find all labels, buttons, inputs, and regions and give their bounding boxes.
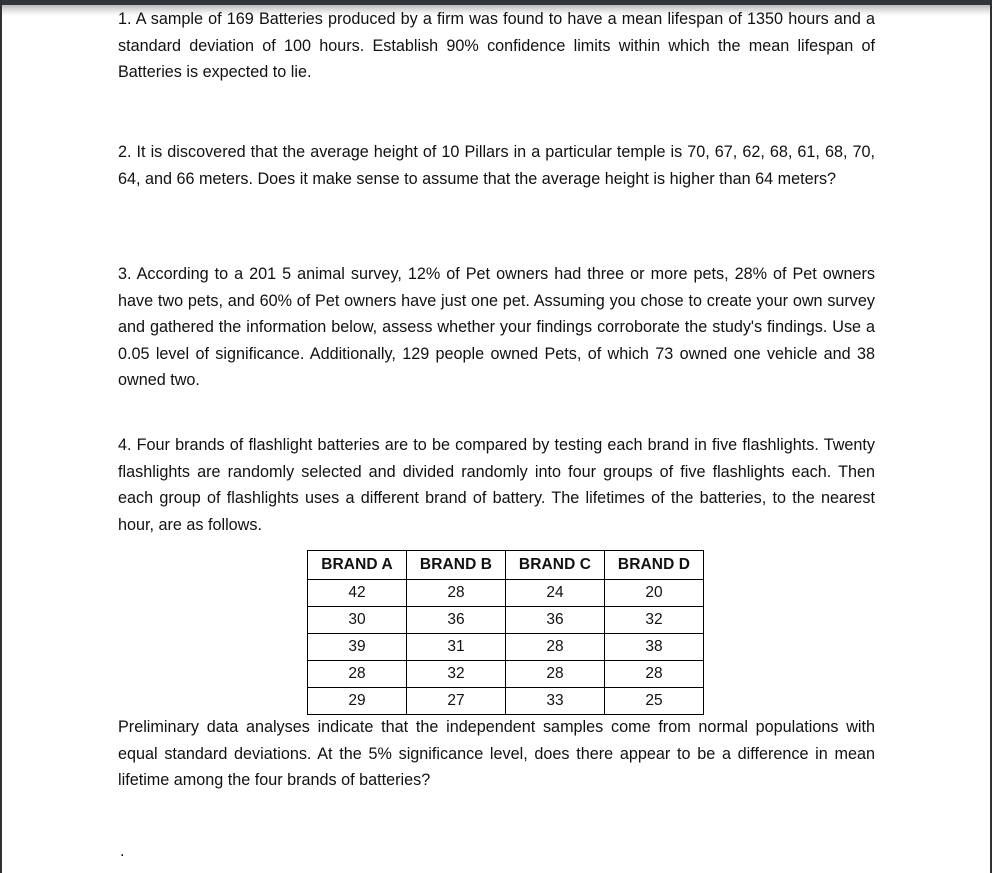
cell-brand-d: 28 (605, 661, 704, 688)
cell-brand-d: 20 (605, 580, 704, 607)
table-header-row (308, 551, 704, 580)
cell-brand-c: 24 (506, 580, 605, 607)
cell-brand-a: 29 (308, 688, 407, 715)
question-4-text: 4. Four brands of flashlight batteries are to be compared by testing each brand in five flashlights. Twenty flashlights are randomly selected and divided randomly into four groups of five flashlights each. Then each group of flashlights uses a different brand of battery. The lifetimes of the batteries, to the nearest hour, are as follows. (118, 436, 875, 534)
table-row (308, 688, 704, 715)
cell-brand-d: 25 (605, 688, 704, 715)
question-3-text: 3. According to a 201 5 animal survey, 12% of Pet owners had three or more pets, 28% of Pet owners have two pets, and 60% of Pet owners have just one pet. Assuming you chose to create your own survey and gathered the information below, assess whether your findings corroborate the study's findings. Use a 0.05 level of significance. Additionally, 129 people owned Pets, of which 73 owned one vehicle and 38 owned two. (118, 265, 875, 390)
table-row (308, 580, 704, 607)
trailing-period-mark: . (120, 842, 125, 860)
cell-brand-d: 38 (605, 634, 704, 661)
table-row (308, 661, 704, 688)
cell-brand-b: 31 (407, 634, 506, 661)
column-header-brand-b: BRAND B (407, 551, 506, 580)
column-header-brand-d: BRAND D (605, 551, 704, 580)
table-body (308, 580, 704, 715)
cell-brand-b: 36 (407, 607, 506, 634)
table-row (308, 634, 704, 661)
cell-brand-c: 28 (506, 634, 605, 661)
table-head (308, 551, 704, 580)
cell-brand-a: 28 (308, 661, 407, 688)
cell-brand-b: 28 (407, 580, 506, 607)
question-1-text: 1. A sample of 169 Batteries produced by a firm was found to have a mean lifespan of 1350 hours and a standard deviation of 100 hours. Establish 90% confidence limits within which the mean lifespan of Batteries is expected to lie. (118, 10, 875, 82)
question-2-text: 2. It is discovered that the average height of 10 Pillars in a particular temple is 70, 67, 62, 68, 61, 68, 70, 64, and 66 meters. Does it make sense to assume that the average height is higher than 64 meters? (118, 143, 875, 188)
cell-brand-c: 28 (506, 661, 605, 688)
battery-lifetimes-table (307, 550, 704, 715)
cell-brand-b: 32 (407, 661, 506, 688)
table-row (308, 607, 704, 634)
cell-brand-a: 39 (308, 634, 407, 661)
cell-brand-a: 30 (308, 607, 407, 634)
column-header-brand-c: BRAND C (506, 551, 605, 580)
cell-brand-d: 32 (605, 607, 704, 634)
question-4-continued-text: Preliminary data analyses indicate that the independent samples come from normal populations with equal standard deviations. At the 5% significance level, does there appear to be a difference in mean lifetime among the four brands of batteries? (118, 718, 875, 790)
battery-lifetimes-table-wrapper (307, 550, 704, 715)
cell-brand-b: 27 (407, 688, 506, 715)
column-header-brand-a: BRAND A (308, 551, 407, 580)
cell-brand-c: 33 (506, 688, 605, 715)
cell-brand-c: 36 (506, 607, 605, 634)
cell-brand-a: 42 (308, 580, 407, 607)
